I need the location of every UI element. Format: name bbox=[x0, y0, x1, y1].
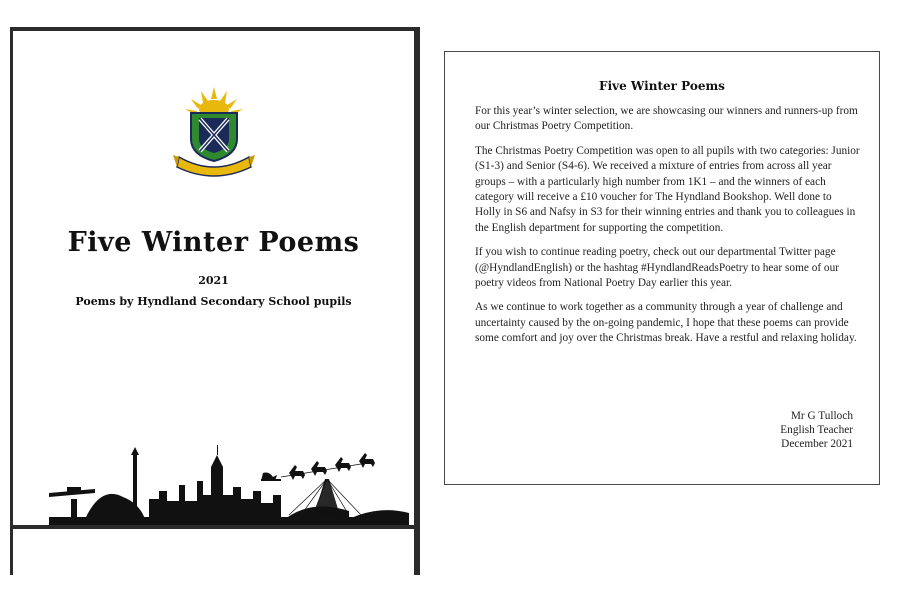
letter-body bbox=[475, 104, 860, 356]
glasgow-skyline-icon bbox=[49, 425, 409, 525]
signature-name: Mr G Tulloch bbox=[790, 410, 853, 422]
signature-role: English Teacher bbox=[780, 424, 853, 436]
cover-next-page bbox=[13, 529, 414, 575]
intro-letter-page bbox=[444, 51, 880, 485]
cover-page-frame bbox=[10, 27, 420, 575]
signature-date: December 2021 bbox=[781, 438, 853, 450]
cover-subtitle: Poems by Hyndland Secondary School pupils bbox=[75, 295, 352, 308]
letter-title: Five Winter Poems bbox=[599, 79, 725, 93]
letter-paragraph: As we continue to work together as a community through a year of challenge and uncertainty caused by the on-going pandemic, I hope that these poems can provide some comfort and joy over the Christmas break. Have a restful and relaxing holiday. bbox=[475, 301, 857, 345]
cover-title: Five Winter Poems bbox=[67, 227, 360, 258]
school-crest-icon bbox=[173, 85, 255, 177]
letter-paragraph: The Christmas Poetry Competition was open to all pupils with two categories: Junior (S1-3) and Senior (S4-6). We received a mixture of entries from across all year groups – with a particularly high number from 1K1 – and the winners of each category will receive a £10 voucher for The Hyndland Bookshop. Well done to Holly in S6 and Nafsy in S3 for their winning entries and thank you to colleagues in the English department for supporting the competition. bbox=[475, 144, 860, 234]
letter-paragraph: For this year’s winter selection, we are showcasing our winners and runners-up from our Christmas Poetry Competition. bbox=[475, 105, 858, 133]
cover-page bbox=[13, 31, 414, 525]
signature-block bbox=[780, 409, 853, 451]
letter-paragraph: If you wish to continue reading poetry, check out our departmental Twitter page (@HyndlandEnglish) or the hashtag #HyndlandReadsPoetry to hear some of our poetry videos from National Poetry Day earlier this year. bbox=[475, 246, 839, 290]
cover-year: 2021 bbox=[198, 274, 229, 287]
